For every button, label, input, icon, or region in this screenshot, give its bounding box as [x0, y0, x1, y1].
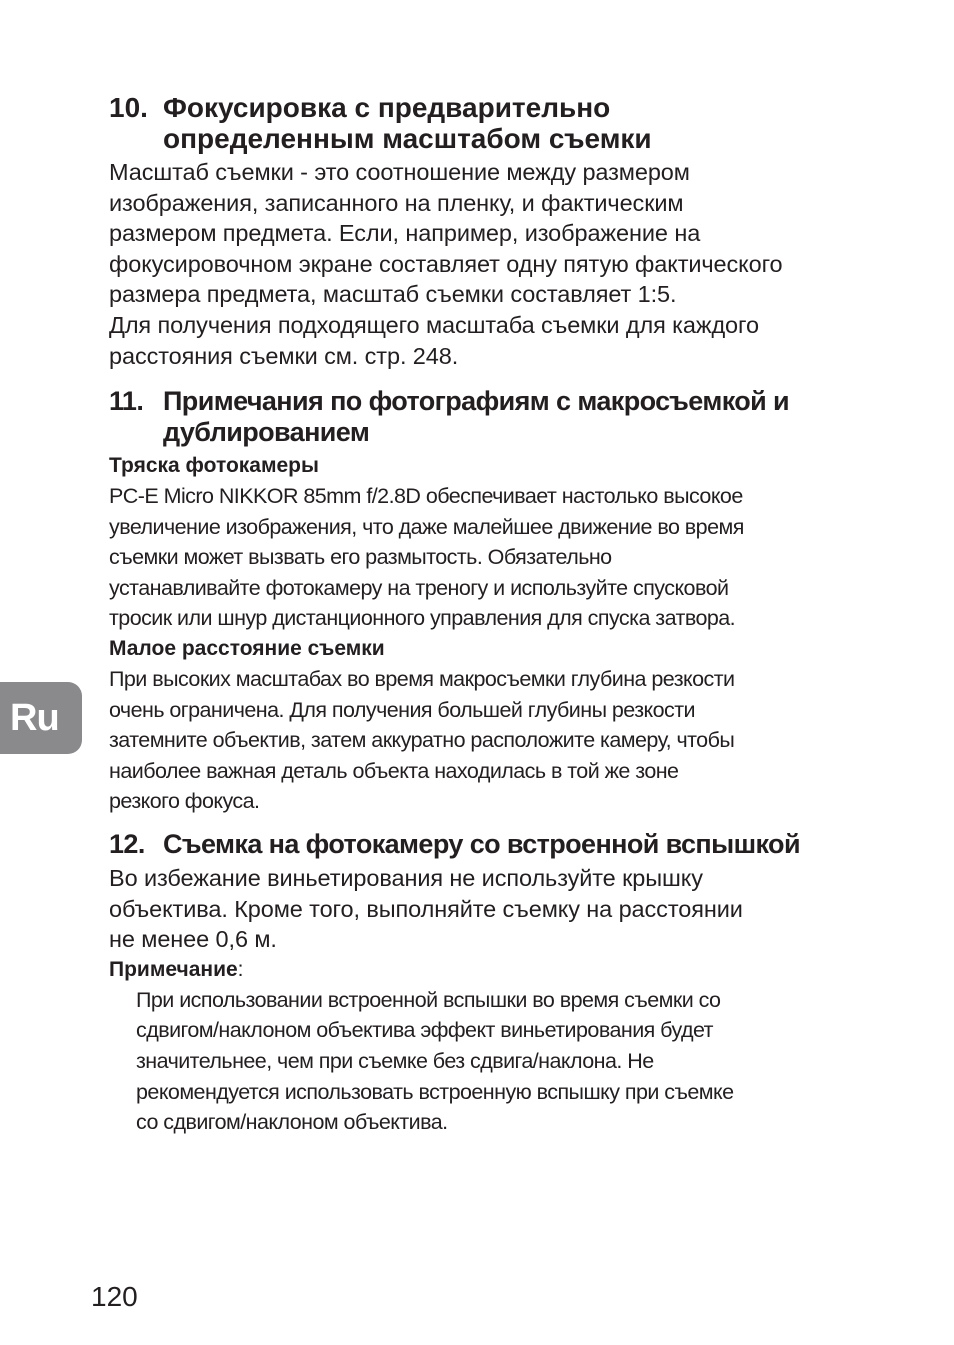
title-line: определенным масштабом съемки	[163, 123, 652, 154]
text-line: размером предмета. Если, например, изображение на	[109, 220, 701, 247]
text-line: изображения, записанного на пленку, и фактическим	[109, 189, 684, 216]
text-line: резкого фокуса.	[109, 789, 260, 814]
section-number: 12.	[109, 829, 145, 859]
text-line: очень ограничена. Для получения большей глубины резкости	[109, 697, 696, 722]
text-line: рекомендуется использовать встроенную вспышку при съемке	[136, 1079, 734, 1104]
section-number: 11.	[109, 386, 144, 416]
section-10-heading	[109, 92, 849, 154]
page-number: 120	[91, 1281, 138, 1312]
text-line: тросик или шнур дистанционного управления для спуска затвора.	[109, 606, 736, 631]
note-text	[136, 985, 849, 1138]
text-line: съемки может вызвать его размытость. Обязательно	[109, 545, 612, 570]
subheading-camera-shake: Тряска фотокамеры	[109, 454, 319, 477]
text-line: размера предмета, масштаб съемки составляет 1:5.	[109, 281, 677, 308]
section-number: 10.	[109, 92, 148, 123]
text-line: затемните объектив, затем аккуратно расположите камеру, чтобы	[109, 728, 735, 753]
text-line: Во избежание виньетирования не используйте крышку	[109, 865, 703, 891]
section-12-text	[109, 863, 849, 955]
text-line: Масштаб съемки - это соотношение между размером	[109, 159, 690, 185]
text-line: сдвигом/наклоном объектива эффект виньетирования будет	[136, 1018, 713, 1043]
text-line: со сдвигом/наклоном объектива.	[136, 1110, 448, 1135]
section-12-heading	[109, 829, 849, 860]
text-line: устанавливайте фотокамеру на треногу и используйте спусковой	[109, 575, 729, 600]
section-11	[109, 386, 849, 817]
text-line: фокусировочном экране составляет одну пятую фактического	[109, 250, 783, 277]
text-line: При использовании встроенной вспышки во время съемки со	[136, 987, 721, 1012]
note-label	[109, 955, 849, 985]
text-line: увеличение изображения, что даже малейшее движение во время	[109, 514, 744, 539]
note-colon: :	[237, 957, 244, 981]
language-tab: Ru	[0, 682, 82, 754]
text-line: объектива. Кроме того, выполняйте съемку на расстоянии	[109, 895, 743, 922]
text-line: При высоких масштабах во время макросъемки глубина резкости	[109, 666, 735, 691]
subheading-short-distance: Малое расстояние съемки	[109, 636, 385, 660]
section-title	[163, 386, 849, 448]
text-line: не менее 0,6 м.	[109, 926, 277, 953]
section-10-text	[109, 157, 849, 371]
title-line: дублированием	[163, 417, 370, 447]
text-line: PC-E Micro NIKKOR 85mm f/2.8D обеспечивает настолько высокое	[109, 484, 743, 508]
section-12	[109, 829, 849, 1138]
title-line: Фокусировка с предварительно	[163, 92, 611, 123]
title-line: Примечания по фотографиям с макросъемкой и	[163, 386, 790, 416]
note-label-text: Примечание	[109, 957, 238, 981]
camera-shake-text	[109, 481, 849, 634]
text-line: Для получения подходящего масштаба съемки для каждого	[109, 311, 759, 338]
short-distance-text	[109, 664, 849, 817]
section-11-heading	[109, 386, 849, 448]
text-line: наиболее важная деталь объекта находилась в той же зоне	[109, 758, 679, 783]
section-10	[109, 92, 849, 371]
page-content	[109, 92, 849, 1135]
text-line: значительнее, чем при съемке без сдвига/наклона. Не	[136, 1048, 654, 1073]
section-title: Съемка на фотокамеру со встроенной вспышкой	[163, 829, 800, 859]
text-line: расстояния съемки см. стр. 248.	[109, 342, 459, 369]
section-title	[163, 92, 849, 154]
